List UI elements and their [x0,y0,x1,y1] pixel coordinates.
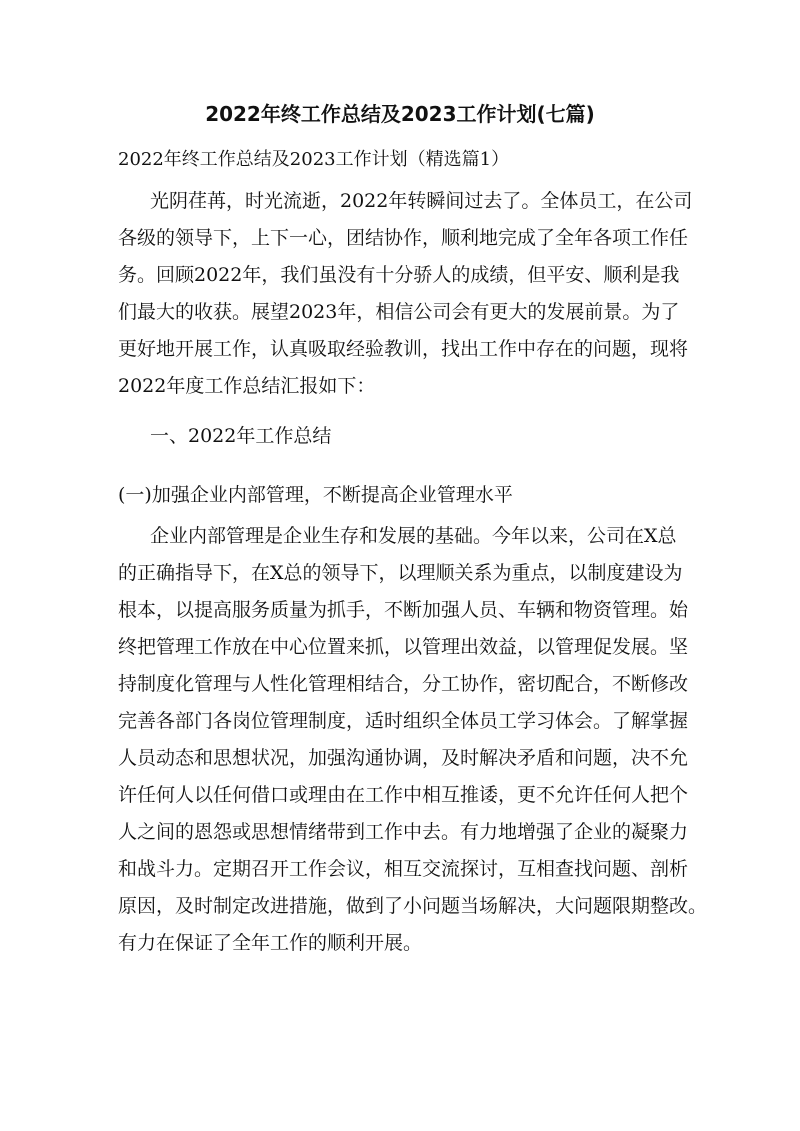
paragraph-line: 持制度化管理与人性化管理相结合，分工协作，密切配合，不断修改 [118,673,689,695]
paragraph-line: 光阴荏苒，时光流逝，2022年转瞬间过去了。全体员工，在公司 [150,190,693,212]
paragraph-line: 务。回顾2022年，我们虽没有十分骄人的成绩，但平安、顺利是我 [118,264,680,286]
paragraph-line: 企业内部管理是企业生存和发展的基础。今年以来，公司在X总 [150,525,677,547]
paragraph-line: 有力在保证了全年工作的顺利开展。 [118,932,423,954]
document-title: 2022年终工作总结及2023工作计划(七篇) [205,102,595,126]
paragraph-line: 许任何人以任何借口或理由在工作中相互推诿，更不允许任何人把个 [118,784,689,806]
paragraph-line: 各级的领导下，上下一心，团结协作，顺利地完成了全年各项工作任 [118,227,689,249]
document-subtitle: 2022年终工作总结及2023工作计划（精选篇1） [118,149,510,170]
subsection-heading: (一)加强企业内部管理，不断提高企业管理水平 [118,484,513,506]
paragraph-line: 终把管理工作放在中心位置来抓，以管理出效益，以管理促发展。坚 [118,636,689,658]
paragraph-line: 人之间的恩怨或思想情绪带到工作中去。有力地增强了企业的凝聚力 [118,821,689,843]
paragraph-line: 2022年度工作总结汇报如下： [118,375,376,397]
paragraph-line: 完善各部门各岗位管理制度，适时组织全体员工学习体会。了解掌握 [118,710,689,732]
paragraph-line: 根本，以提高服务质量为抓手，不断加强人员、车辆和物资管理。始 [118,599,689,621]
paragraph-line: 的正确指导下，在X总的领导下，以理顺关系为重点，以制度建设为 [118,562,683,584]
paragraph-line: 更好地开展工作，认真吸取经验教训，找出工作中存在的问题，现将 [118,338,689,360]
section-heading: 一、2022年工作总结 [150,425,332,447]
paragraph-line: 原因，及时制定改进措施，做到了小问题当场解决，大问题限期整改。 [118,895,708,917]
paragraph-line: 人员动态和思想状况，加强沟通协调，及时解决矛盾和问题，决不允 [118,747,689,769]
paragraph-line: 们最大的收获。展望2023年，相信公司会有更大的发展前景。为了 [118,301,680,323]
paragraph-line: 和战斗力。定期召开工作会议，相互交流探讨，互相查找问题、剖析 [118,858,689,880]
